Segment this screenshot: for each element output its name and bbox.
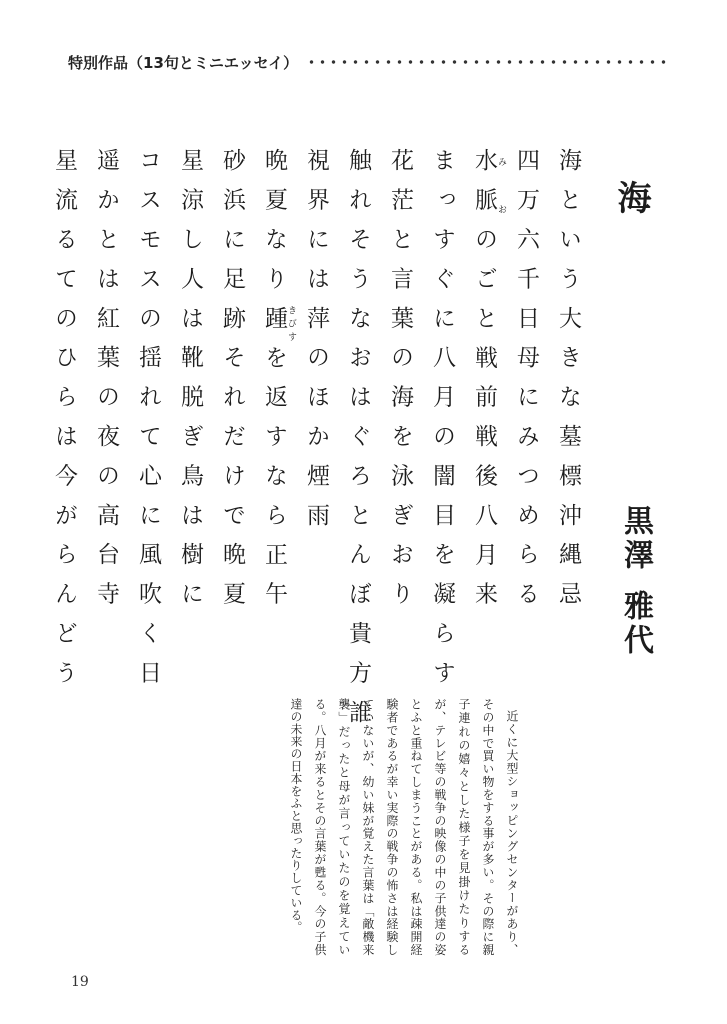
haiku-line: コスモスの揺れて心に風吹く日 — [135, 148, 161, 700]
haiku-line: 遥かとは紅葉の夜の高台寺 — [93, 148, 119, 621]
page-number: 19 — [71, 974, 89, 990]
haiku-line: 四万六千日母にみつめらる — [513, 148, 539, 621]
author-given-name: 雅代 — [618, 590, 653, 658]
haiku-line: 海という大きな墓標沖縄忌 — [555, 148, 581, 621]
haiku-line: 視界には萍のほか煙雨 — [303, 148, 329, 542]
mini-essay: 近くに大型ショッピングセンターがあり、その中で買い物をする事が多い。その際に親子連れの嬉々とした様子を見掛けたりするが、テレビ等の戦争の映像の中の子供達の姿とふと重ねてしまうことがある。私は疎開経験者であるが幸い実際の戦争の怖さは経験していないが、幼い妹が覚えた言葉は「敵機来襲」だったと母が言っていたのを覚えている。八月が来るとその言葉が甦る。今の子供達の未来の日本をふと思ったりしている。 — [289, 698, 519, 956]
furigana-reading: きびす — [286, 305, 296, 346]
haiku-line: 花茫と言葉の海を泳ぎおり — [387, 148, 413, 621]
haiku-line: 砂浜に足跡それだけで晩夏 — [219, 148, 245, 621]
haiku-line: 星流るてのひらは今がらんどう — [51, 148, 77, 700]
section-title: 特別作品（13句とミニエッセイ） — [68, 53, 299, 72]
furigana-reading: みお — [496, 148, 506, 227]
section-header — [68, 50, 668, 74]
haiku-line: 星涼し人は靴脱ぎ鳥は樹に — [177, 148, 203, 621]
haiku-line: 水脈 みおのごと戦前戦後八月来 — [471, 148, 506, 621]
work-title: 海 — [611, 180, 651, 214]
haiku-line: 晩夏なり踵 きびすを返すなら正午 — [261, 148, 296, 621]
haiku-line: まっすぐに八月の闇目を凝らす — [429, 148, 455, 700]
author-family-name: 黒澤 — [618, 505, 653, 573]
furigana-word: 踵 きびす — [261, 305, 296, 346]
haiku-line: 触れそうなおはぐろとんぼ貴方誰 — [345, 148, 371, 739]
dotted-leader — [306, 60, 668, 64]
furigana-word: 水脈 みお — [471, 148, 506, 227]
